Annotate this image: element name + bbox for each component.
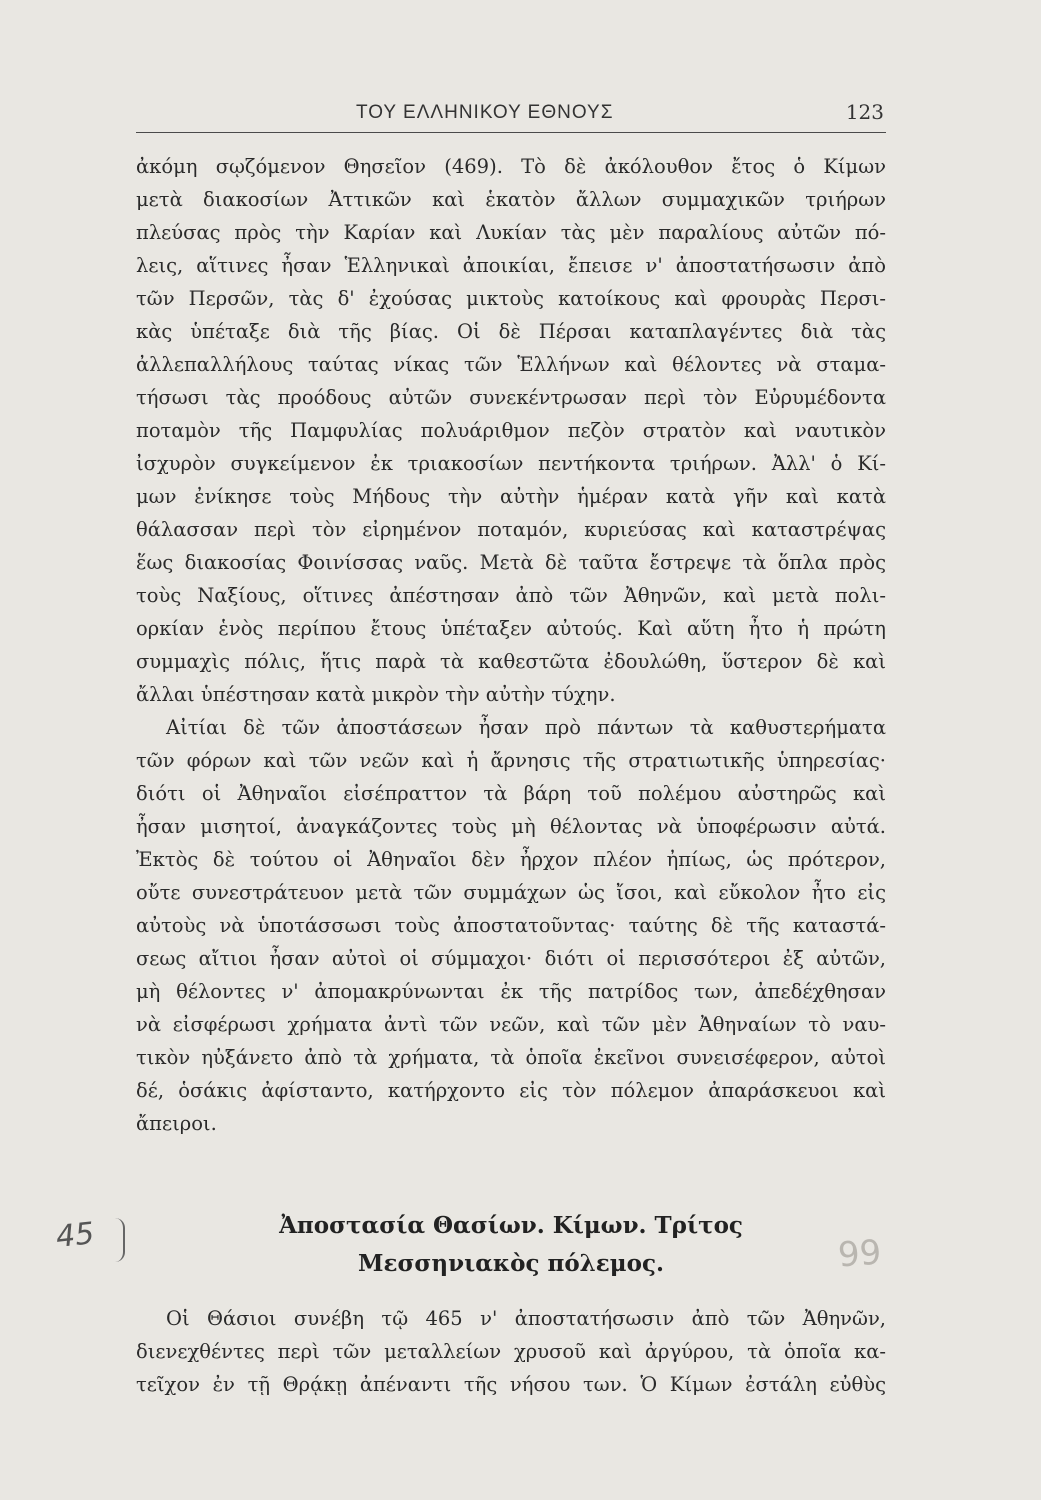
- text-line: Ἐκτὸς δὲ τούτου οἱ Ἀθηναῖοι δὲν ἦρχον πλέον ἠπίως, ὡς πρότερον,: [136, 848, 886, 871]
- text-line: ἄπειροι.: [136, 1112, 217, 1135]
- paragraph-start-line: Αἰτίαι δὲ τῶν ἀποστάσεων ἦσαν πρὸ πάντων τὰ καθυστερήματα: [166, 716, 886, 739]
- text-line: πλεύσας πρὸς τὴν Καρίαν καὶ Λυκίαν τὰς μὲν παραλίους αὐτῶν πό-: [136, 221, 886, 244]
- text-line: αὐτοὺς νὰ ὑποτάσσωσι τοὺς ἀποστατοῦντας· ταύτης δὲ τῆς καταστά-: [136, 914, 886, 937]
- text-line: ἕως διακοσίας Φοινίσσας ναῦς. Μετὰ δὲ ταῦτα ἔστρεψε τὰ ὅπλα πρὸς: [136, 551, 886, 574]
- text-line: ἀκόμη σῳζόμενον Θησεῖον (469). Τὸ δὲ ἀκόλουθον ἔτος ὁ Κίμων: [136, 155, 886, 178]
- text-line: ἄλλαι ὑπέστησαν κατὰ μικρὸν τὴν αὐτὴν τύχην.: [136, 683, 616, 706]
- text-line: κὰς ὑπέταξε διὰ τῆς βίας. Οἱ δὲ Πέρσαι καταπλαγέντες διὰ τὰς: [136, 320, 886, 343]
- text-line: τήσωσι τὰς προόδους αὐτῶν συνεκέντρωσαν περὶ τὸν Εὐρυμέδοντα: [136, 386, 886, 409]
- running-head: [136, 98, 886, 138]
- text-line: ἦσαν μισητοί, ἀναγκάζοντες τοὺς μὴ θέλοντας νὰ ὑποφέρωσιν αὐτά.: [136, 815, 886, 838]
- section-heading-line-2: Μεσσηνιακὸς πόλεμος.: [358, 1250, 664, 1277]
- text-line: νὰ εἰσφέρωσι χρήματα ἀντὶ τῶν νεῶν, καὶ τῶν μὲν Ἀθηναίων τὸ ναυ-: [136, 1013, 886, 1036]
- text-line: λεις, αἵτινες ἦσαν Ἑλληνικαὶ ἀποικίαι, ἔπεισε ν' ἀποστατήσωσιν ἀπὸ: [136, 254, 886, 277]
- section-heading: [136, 1207, 886, 1283]
- text-line: τοὺς Ναξίους, οἵτινες ἀπέστησαν ἀπὸ τῶν Ἀθηνῶν, καὶ μετὰ πολι-: [136, 584, 886, 607]
- text-line: μετὰ διακοσίων Ἀττικῶν καὶ ἑκατὸν ἄλλων συμμαχικῶν τριήρων: [136, 188, 886, 211]
- text-line: τεῖχον ἐν τῇ Θρᾴκῃ ἀπέναντι τῆς νήσου των. Ὁ Κίμων ἐστάλη εὐθὺς: [136, 1373, 886, 1396]
- text-line: τῶν φόρων καὶ τῶν νεῶν καὶ ἡ ἄρνησις τῆς στρατιωτικῆς ὑπηρεσίας·: [136, 749, 886, 772]
- main-text: [136, 150, 886, 1140]
- text-line: ἰσχυρὸν συγκείμενον ἐκ τριακοσίων πεντήκοντα τριήρων. Ἀλλ' ὁ Κί-: [136, 452, 886, 475]
- text-line: τικὸν ηὐξάνετο ἀπὸ τὰ χρήματα, τὰ ὁποῖα ἐκεῖνοι συνεισέφερον, αὐτοὶ: [136, 1046, 886, 1069]
- text-line: σεως αἴτιοι ἦσαν αὐτοὶ οἱ σύμμαχοι· διότι οἱ περισσότεροι ἐξ αὐτῶν,: [136, 947, 886, 970]
- text-line: διότι οἱ Ἀθηναῖοι εἰσέπραττον τὰ βάρη τοῦ πολέμου αὐστηρῶς καὶ: [136, 782, 886, 805]
- handwritten-bracket: [115, 1218, 125, 1262]
- header-rule: [136, 132, 886, 133]
- text-line: διενεχθέντες περὶ τῶν μεταλλείων χρυσοῦ καὶ ἀργύρου, τὰ ὁποῖα κα-: [136, 1340, 886, 1363]
- text-line: μων ἐνίκησε τοὺς Μήδους τὴν αὐτὴν ἡμέραν κατὰ γῆν καὶ κατὰ: [136, 485, 886, 508]
- text-line: οὔτε συνεστράτευον μετὰ τῶν συμμάχων ὡς ἴσοι, καὶ εὔκολον ἦτο εἰς: [136, 881, 886, 904]
- section-heading-line-1: Ἀποστασία Θασίων. Κίμων. Τρίτος: [279, 1212, 743, 1239]
- text-line: ορκίαν ἑνὸς περίπου ἔτους ὑπέταξεν αὐτούς. Καὶ αὕτη ἦτο ἡ πρώτη: [136, 617, 886, 640]
- text-line: ποταμὸν τῆς Παμφυλίας πολυάριθμον πεζὸν στρατὸν καὶ ναυτικὸν: [136, 419, 886, 442]
- text-line: συμμαχὶς πόλις, ἥτις παρὰ τὰ καθεστῶτα ἐδουλώθη, ὕστερον δὲ καὶ: [136, 650, 886, 673]
- pencil-annotation: 99: [836, 1232, 883, 1276]
- text-line: ἀλλεπαλλήλους ταύτας νίκας τῶν Ἑλλήνων καὶ θέλοντες νὰ σταμα-: [136, 353, 886, 376]
- handwritten-margin-note: 45: [54, 1216, 96, 1255]
- paragraph-start-line: Οἱ Θάσιοι συνέβη τῷ 465 ν' ἀποστατήσωσιν ἀπὸ τῶν Ἀθηνῶν,: [166, 1307, 886, 1330]
- text-line: τῶν Περσῶν, τὰς δ' ἐχούσας μικτοὺς κατοίκους καὶ φρουρὰς Περσι-: [136, 287, 886, 310]
- text-line: θάλασσαν περὶ τὸν εἰρημένον ποταμόν, κυριεύσας καὶ καταστρέψας: [136, 518, 886, 541]
- page-number: 123: [845, 100, 884, 124]
- text-line: δέ, ὁσάκις ἀφίσταντο, κατήρχοντο εἰς τὸν πόλεμον ἀπαράσκευοι καὶ: [136, 1079, 886, 1102]
- text-line: μὴ θέλοντες ν' ἀπομακρύνωνται ἐκ τῆς πατρίδος των, ἀπεδέχθησαν: [136, 980, 886, 1003]
- running-title: ΤΟΥ ΕΛΛΗΝΙΚΟΥ ΕΘΝΟΥΣ: [356, 102, 614, 123]
- section-text: [136, 1302, 886, 1401]
